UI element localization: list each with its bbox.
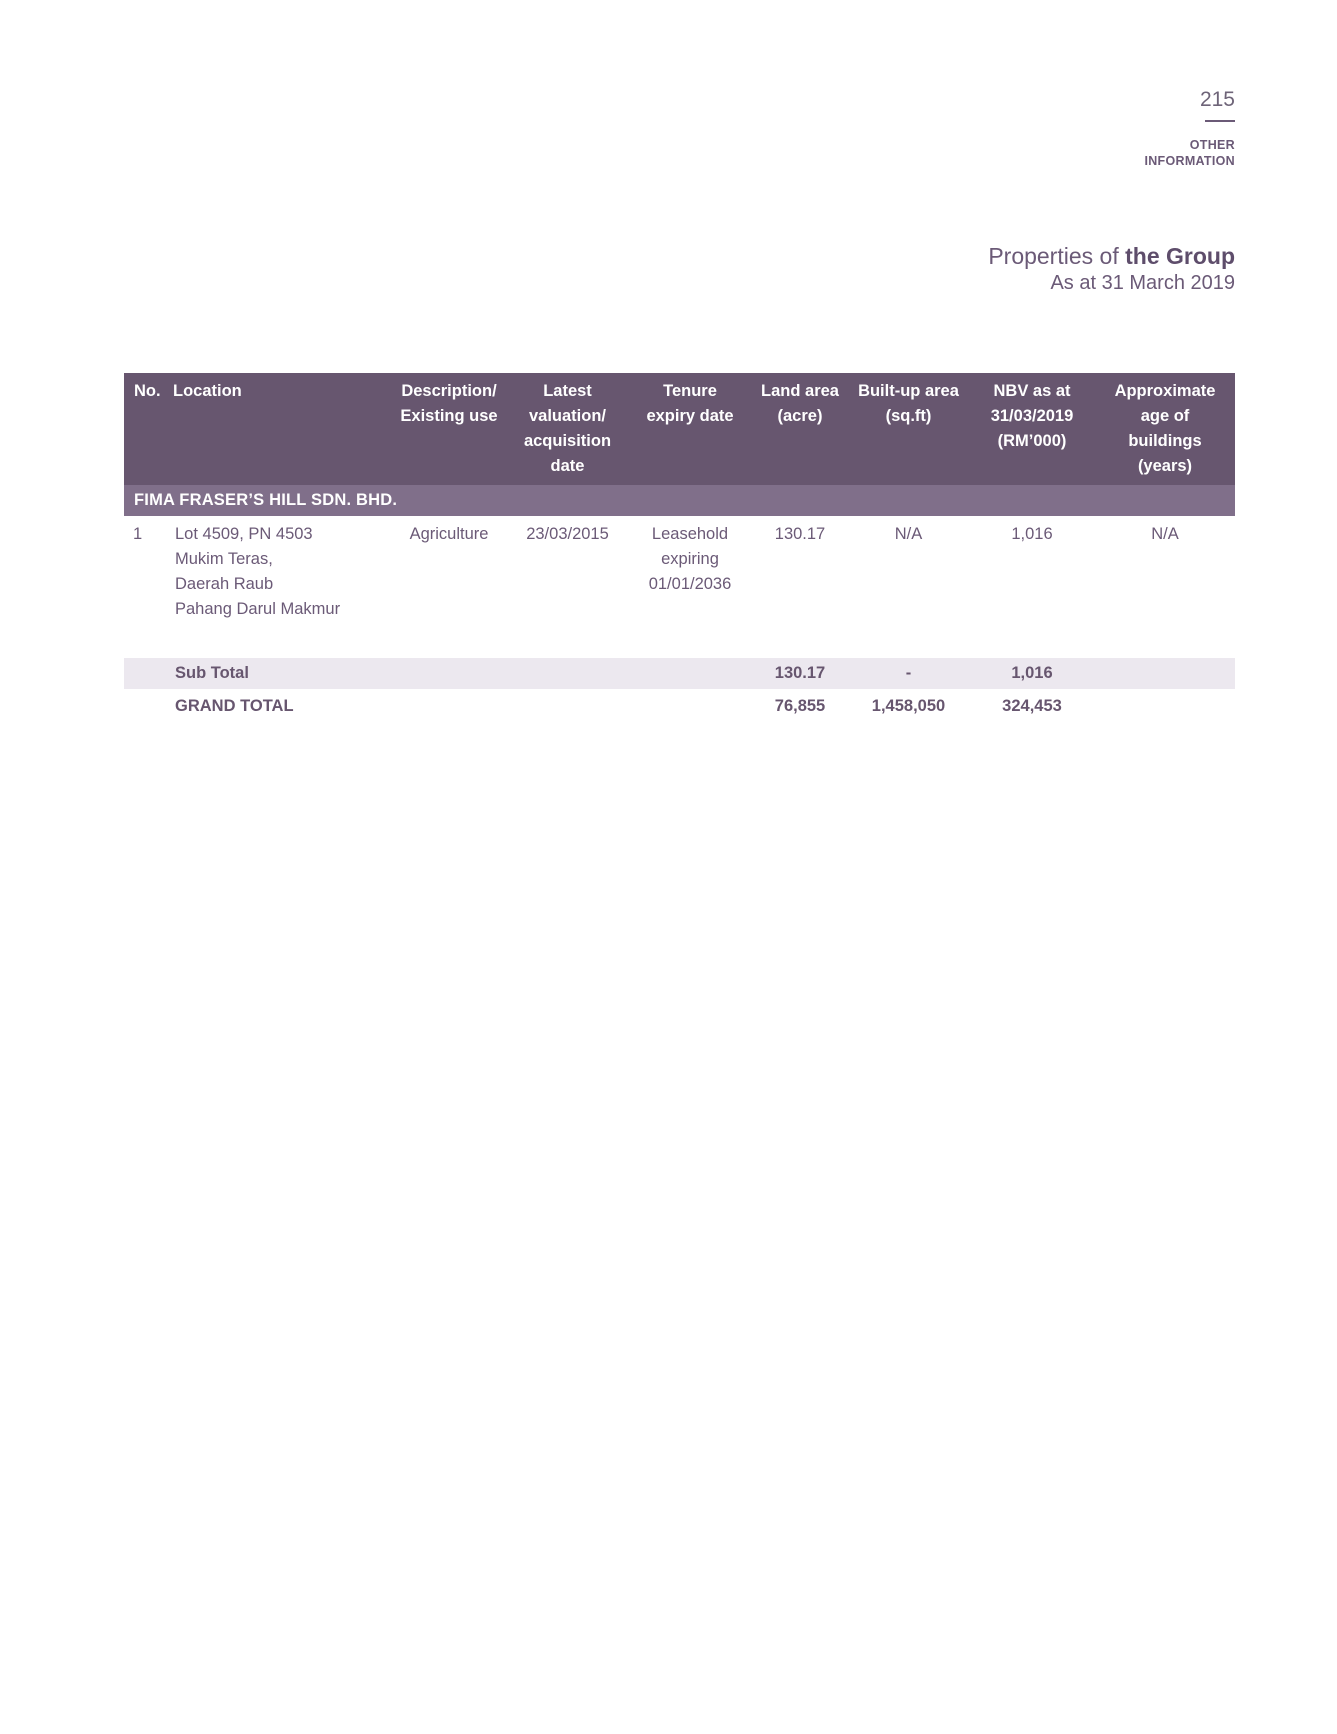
company-row xyxy=(124,485,1235,516)
subtotal-row xyxy=(124,658,1235,689)
grand-total-nbv: 324,453 xyxy=(1002,697,1062,715)
col-header-tenure: Tenure expiry date xyxy=(646,382,734,425)
page-number: 215 xyxy=(1199,88,1235,111)
subtotal-land-area: 130.17 xyxy=(752,658,848,689)
section-label xyxy=(1144,137,1235,169)
col-header-built-up-area: Built-up area (sq.ft) xyxy=(858,382,959,425)
subtotal-built-up-area: - xyxy=(848,658,969,689)
cell-land-area: 130.17 xyxy=(774,525,826,543)
title-block xyxy=(988,242,1235,296)
section-label-line2: INFORMATION xyxy=(1144,154,1235,168)
cell-description: Agriculture xyxy=(409,525,489,543)
col-header-location: Location xyxy=(173,382,242,400)
cell-built-up-area: N/A xyxy=(894,525,923,543)
page-title xyxy=(988,242,1235,270)
cell-no: 1 xyxy=(133,525,143,543)
grand-total-row xyxy=(124,689,1235,724)
section-label-line1: OTHER xyxy=(1189,138,1235,152)
grand-total-land-area: 76,855 xyxy=(774,697,826,715)
properties-table xyxy=(124,373,1235,724)
company-name: FIMA FRASER’S HILL SDN. BHD. xyxy=(124,485,1235,516)
col-header-building-age: Approximate age of buildings (years) xyxy=(1114,382,1216,475)
col-header-land-area: Land area (acre) xyxy=(761,382,839,425)
grand-total-label: GRAND TOTAL xyxy=(175,697,294,715)
page-subtitle: As at 31 March 2019 xyxy=(1050,272,1235,294)
col-header-no: No. xyxy=(134,382,161,400)
cell-building-age: N/A xyxy=(1151,525,1179,543)
grand-total-built-up-area: 1,458,050 xyxy=(871,697,946,715)
page-title-bold: the Group xyxy=(1125,243,1235,269)
page-title-prefix: Properties of xyxy=(988,243,1126,269)
col-header-description: Description/ Existing use xyxy=(400,382,498,425)
cell-location: Lot 4509, PN 4503 Mukim Teras, Daerah Raub Pahang Darul Makmur xyxy=(175,525,341,618)
col-header-nbv: NBV as at 31/03/2019 (RM’000) xyxy=(990,382,1074,450)
table-row xyxy=(124,516,1235,658)
cell-nbv: 1,016 xyxy=(1011,525,1053,543)
cell-valuation-date: 23/03/2015 xyxy=(526,525,609,543)
page-number-rule xyxy=(1205,120,1235,122)
col-header-valuation-date: Latest valuation/ acquisition date xyxy=(523,382,612,475)
subtotal-label: Sub Total xyxy=(169,658,391,689)
cell-tenure: Leasehold expiring 01/01/2036 xyxy=(648,525,732,593)
subtotal-nbv: 1,016 xyxy=(969,658,1095,689)
table-header-row xyxy=(124,373,1235,485)
